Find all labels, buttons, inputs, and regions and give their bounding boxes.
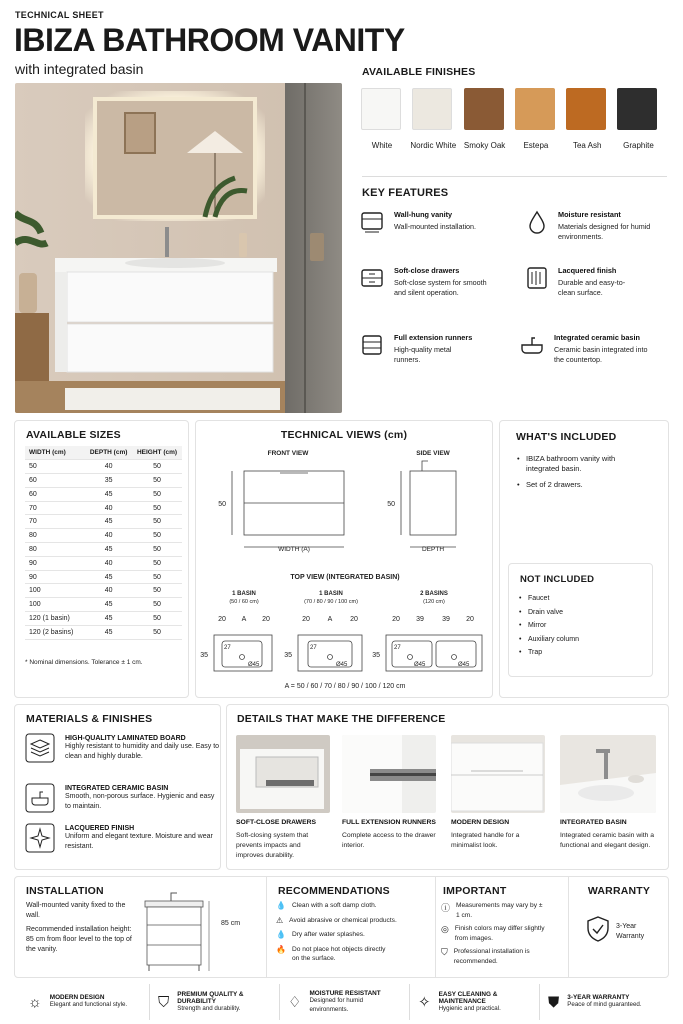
detail-title: SOFT-CLOSE DRAWERS (236, 819, 317, 826)
table-cell: 45 (85, 625, 132, 639)
table-row (25, 598, 182, 612)
table-cell: 50 (132, 598, 182, 612)
important-text: Measurements may vary by ± 1 cm. (456, 902, 543, 919)
info-icon: ⓘ (441, 903, 451, 913)
table-cell: 45 (85, 570, 132, 584)
rec-text: Clean with a soft damp cloth. (291, 902, 377, 909)
table-cell: 50 (132, 556, 182, 570)
drawer-icon (360, 266, 384, 290)
material-title: HIGH-QUALITY LAMINATED BOARD (65, 735, 186, 742)
important-list (441, 901, 565, 966)
swatch (361, 88, 401, 130)
table-cell: 45 (85, 515, 132, 529)
rec-item (276, 930, 426, 940)
dim: 20 (392, 616, 400, 623)
swatch (464, 88, 504, 130)
footer-desc: Elegant and functional style. (49, 1001, 128, 1008)
sparkle-icon: ✧ (418, 994, 431, 1011)
materials-title: MATERIALS & FINISHES (26, 713, 153, 725)
dim: 20 (466, 616, 474, 623)
side-height-label: 50 (387, 501, 395, 508)
table-cell: 80 (25, 543, 85, 557)
detail-photo (451, 735, 545, 813)
finish-label: Tea Ash (572, 141, 602, 150)
detail-basin (560, 735, 656, 851)
table-cell: 45 (85, 598, 132, 612)
swatch (515, 88, 555, 130)
table-cell: 50 (132, 612, 182, 626)
table-cell: 120 (1 basin) (25, 612, 85, 626)
finish-label: Smoky Oak (463, 141, 506, 150)
detail-desc: Complete access to the drawer interior. (342, 832, 436, 849)
footer-badges (14, 984, 669, 1020)
table-row (25, 543, 182, 557)
feature-desc: High-quality metal runners. (394, 345, 452, 365)
feature-desc: Materials designed for humid environments. (558, 222, 651, 242)
table-cell: 60 (25, 474, 85, 488)
dim: 35 (284, 652, 292, 659)
dim: 20 (350, 616, 358, 623)
included-list (517, 454, 637, 495)
dim: Ø45 (248, 662, 260, 668)
table-cell: 60 (25, 487, 85, 501)
dim: 20 (302, 616, 310, 623)
feature-desc: Wall-mounted installation. (394, 222, 477, 231)
shield-check-icon: ⛊ (548, 993, 560, 1011)
table-cell: 100 (25, 598, 85, 612)
feature-desc: Durable and easy-to-clean surface. (558, 278, 626, 298)
sizes-title: AVAILABLE SIZES (26, 429, 121, 441)
recommendations-section (268, 877, 436, 977)
detail-title: MODERN DESIGN (451, 819, 510, 826)
side-view-label: SIDE VIEW (416, 450, 450, 457)
material-title: LACQUERED FINISH (65, 825, 135, 832)
feature-runners (360, 333, 520, 366)
important-text: Professional installation is recommended. (453, 948, 530, 965)
shield-check-icon (586, 915, 610, 943)
table-cell: 50 (132, 460, 182, 474)
basin-sizes: (50 / 60 cm) (229, 599, 259, 605)
table-row (25, 584, 182, 598)
detail-title: INTEGRATED BASIN (560, 819, 627, 826)
rec-item (276, 901, 426, 911)
front-height-label: 50 (218, 501, 226, 508)
footer-desc: Designed for humid environments. (309, 996, 364, 1013)
footer-item (14, 984, 149, 1020)
lacquer-icon (526, 266, 548, 290)
material-desc: Smooth, non-porous surface. Hygienic and easy to maintain. (65, 793, 215, 811)
table-cell: 40 (85, 460, 132, 474)
table-cell: 120 (2 basins) (25, 625, 85, 639)
table-cell: 45 (85, 612, 132, 626)
tech-footnote: A = 50 / 60 / 70 / 80 / 90 / 100 / 120 cm (284, 683, 406, 690)
table-cell: 45 (85, 487, 132, 501)
sizes-table (25, 446, 182, 640)
feature-title: Full extension runners (394, 333, 473, 342)
basin-icon (25, 783, 55, 813)
warranty-section (570, 877, 668, 977)
feature-title: Integrated ceramic basin (554, 333, 640, 342)
material-title: INTEGRATED CERAMIC BASIN (65, 785, 169, 792)
dim: 35 (200, 652, 208, 659)
table-cell: 90 (25, 570, 85, 584)
table-cell: 50 (132, 474, 182, 488)
dim: A (241, 616, 247, 623)
sparkle-icon (25, 823, 55, 853)
top-view-label: TOP VIEW (INTEGRATED BASIN) (290, 574, 400, 581)
rec-text: Dry after water splashes. (291, 931, 365, 939)
hero-photo (15, 83, 342, 413)
basin-sizes: (120 cm) (423, 599, 445, 605)
table-cell: 50 (132, 501, 182, 515)
footer-title: MOISTURE RESISTANT (309, 989, 381, 997)
side-body (410, 471, 456, 535)
runners-icon (360, 333, 384, 357)
basin-name: 2 BASINS (420, 591, 448, 597)
table-cell: 40 (85, 529, 132, 543)
detail-modern (451, 735, 545, 851)
rec-text: Do not place hot objects directly on the surface. (291, 945, 386, 963)
table-row (25, 570, 182, 584)
table-row (25, 501, 182, 515)
finish-swatches (356, 88, 664, 151)
finish-label: White (371, 141, 393, 150)
details-title: DETAILS THAT MAKE THE DIFFERENCE (237, 713, 446, 725)
dim: 27 (310, 645, 317, 651)
finish-smoky-oak[interactable] (459, 88, 510, 151)
palette-icon: ◎ (441, 924, 449, 935)
basin-1 (200, 591, 272, 671)
table-cell: 70 (25, 501, 85, 515)
table-row (25, 625, 182, 639)
drop-icon: ♢ (288, 994, 302, 1011)
warning-icon: ⚠ (276, 915, 284, 925)
table-cell: 35 (85, 474, 132, 488)
sizes-card (14, 420, 189, 698)
dim: 20 (262, 616, 270, 623)
installation-p1: Wall-mounted vanity fixed to the wall. (26, 902, 126, 920)
table-cell: 40 (85, 501, 132, 515)
list-item: • Trap (519, 648, 579, 657)
footer-item (409, 984, 539, 1020)
table-cell: 90 (25, 556, 85, 570)
finish-label: Estepa (523, 141, 549, 150)
included-card (499, 420, 669, 698)
dim: 39 (442, 616, 450, 623)
sun-icon: ☼ (28, 993, 42, 1011)
finish-estepa[interactable] (510, 88, 561, 151)
material-desc: Highly resistant to humidity and daily use. Easy to clean and highly durable. (65, 743, 220, 761)
feature-soft-close (360, 266, 520, 299)
finish-nordic-white[interactable] (407, 88, 458, 151)
footer-desc: Peace of mind guaranteed. (567, 1001, 642, 1008)
sizes-note: * Nominal dimensions. Tolerance ± 1 cm. (25, 659, 143, 666)
feature-title: Lacquered finish (558, 266, 617, 275)
important-item (441, 901, 565, 920)
product-subtitle: with integrated basin (15, 61, 144, 77)
flame-icon: 🔥 (276, 944, 286, 954)
table-cell: 50 (132, 515, 182, 529)
basin-name: 1 BASIN (232, 591, 256, 597)
list-item: • Auxiliary column (519, 635, 579, 644)
table-cell: 45 (85, 543, 132, 557)
table-cell: 50 (132, 529, 182, 543)
product-title: IBIZA BATHROOM VANITY (14, 22, 405, 58)
table-cell: 100 (25, 584, 85, 598)
list-item: • Mirror (519, 621, 579, 630)
dim: Ø45 (458, 662, 470, 668)
divider (362, 176, 667, 177)
layers-icon (25, 733, 55, 763)
list-item: • Drain valve (519, 608, 579, 617)
list-item: • IBIZA bathroom vanity with integrated basin. (517, 454, 637, 474)
tech-title: TECHNICAL VIEWS (cm) (280, 429, 408, 441)
tech-views-card (195, 420, 493, 698)
drop-icon: 💧 (276, 930, 286, 940)
dim: Ø45 (414, 662, 426, 668)
finish-label: Graphite (623, 141, 654, 150)
col-width: WIDTH (cm) (25, 446, 85, 460)
finish-tea-ash[interactable] (561, 88, 612, 151)
feature-title: Wall-hung vanity (394, 210, 453, 219)
table-cell: 40 (85, 584, 132, 598)
basin-name: 1 BASIN (319, 591, 343, 597)
shield-icon: ⛉ (441, 947, 448, 958)
installation-p2: Recommended installation height: 85 cm from floor level to the top of the vanity. (26, 926, 132, 954)
feature-basin (520, 333, 670, 366)
table-cell: 50 (132, 570, 182, 584)
footer-title: EASY CLEANING & MAINTENANCE (438, 990, 498, 1005)
finish-white[interactable] (356, 88, 407, 151)
drop-icon: 💧 (276, 901, 286, 910)
tech-drawing (196, 421, 494, 691)
installation-section (15, 877, 267, 977)
table-cell: 50 (132, 625, 182, 639)
dim: Ø45 (336, 662, 348, 668)
important-title: IMPORTANT (443, 885, 507, 897)
feature-title: Moisture resistant (558, 210, 621, 219)
table-row (25, 460, 182, 474)
feature-desc: Soft-close system for smooth and silent operation. (394, 278, 487, 298)
finish-label: Nordic White (410, 141, 457, 150)
included-title: WHAT'S INCLUDED (516, 431, 617, 443)
dim: 27 (224, 645, 231, 651)
feature-wall-hung (360, 210, 520, 234)
table-row (25, 556, 182, 570)
details-card (226, 704, 669, 870)
footer-item (149, 984, 279, 1020)
table-cell: 50 (25, 460, 85, 474)
materials-card (14, 704, 221, 870)
front-view-label: FRONT VIEW (267, 450, 309, 457)
width-label: WIDTH (A) (278, 546, 310, 553)
list-item: • Set of 2 drawers. (517, 480, 637, 490)
footer-title: 3-YEAR WARRANTY (567, 994, 630, 1001)
basin-2 (284, 591, 362, 671)
basin-3 (372, 591, 482, 671)
detail-desc: Integrated ceramic basin with a functional and elegant design. (560, 832, 655, 849)
swatch (566, 88, 606, 130)
installation-diagram (143, 891, 213, 973)
table-row (25, 487, 182, 501)
important-section (437, 877, 569, 977)
shield-icon: ⛉ (158, 993, 170, 1011)
footer-desc: Hygienic and practical. (438, 1004, 501, 1012)
footer-item (279, 984, 409, 1020)
feature-desc: Ceramic basin integrated into the countertop. (554, 345, 648, 365)
finish-graphite[interactable] (612, 88, 663, 151)
material-desc: Uniform and elegant texture. Moisture and wear resistant. (65, 833, 213, 851)
wall-hung-icon (360, 210, 384, 234)
not-included-card (508, 563, 653, 677)
rec-list (276, 901, 426, 964)
rec-item (276, 945, 426, 964)
water-drop-icon (526, 210, 548, 234)
important-item (441, 924, 565, 943)
swatch (412, 88, 452, 130)
installation-height: 85 cm (221, 920, 241, 927)
not-included-title: NOT INCLUDED (520, 574, 595, 585)
depth-label: DEPTH (421, 546, 445, 553)
detail-photo (236, 735, 330, 813)
footer-item (539, 984, 669, 1020)
list-item: • Faucet (519, 594, 579, 603)
table-cell: 50 (132, 543, 182, 557)
col-depth: DEPTH (cm) (85, 446, 132, 460)
footer-title: PREMIUM QUALITY & DURABILITY (177, 990, 244, 1005)
table-row (25, 515, 182, 529)
table-row (25, 612, 182, 626)
table-cell: 40 (85, 556, 132, 570)
feature-moisture (526, 210, 666, 243)
basin-icon (520, 333, 544, 357)
warranty-text: 3-Year Warranty (616, 923, 645, 941)
recommendations-title: RECOMMENDATIONS (278, 885, 390, 897)
dim: 27 (394, 645, 401, 651)
rec-text: Avoid abrasive or chemical products. (289, 916, 397, 924)
detail-desc: Integrated handle for a minimalist look. (451, 832, 520, 849)
warranty-title: WARRANTY (587, 885, 651, 897)
doc-kicker: TECHNICAL SHEET (15, 10, 104, 20)
features-title: KEY FEATURES (362, 187, 449, 199)
table-cell: 80 (25, 529, 85, 543)
feature-title: Soft-close drawers (394, 266, 460, 275)
dim: 35 (372, 652, 380, 659)
footer-title: MODERN DESIGN (49, 994, 105, 1001)
footer-desc: Strength and durability. (177, 1004, 241, 1012)
table-cell: 50 (132, 584, 182, 598)
detail-title: FULL EXTENSION RUNNERS (342, 819, 436, 826)
detail-soft-close (236, 735, 330, 861)
dim: 39 (416, 616, 424, 623)
not-included-list (519, 594, 579, 662)
detail-photo (342, 735, 436, 813)
detail-runners (342, 735, 436, 851)
table-row (25, 529, 182, 543)
swatch (617, 88, 657, 130)
dim: A (327, 616, 333, 623)
detail-photo (560, 735, 656, 813)
important-text: Finish colors may differ slightly from images. (454, 925, 545, 942)
basin-sizes: (70 / 80 / 90 / 100 cm) (304, 599, 358, 605)
important-item (441, 947, 565, 966)
bottom-info-card (14, 876, 669, 978)
table-row (25, 474, 182, 488)
rec-item (276, 916, 426, 926)
feature-lacquered (526, 266, 666, 299)
dim: 20 (218, 616, 226, 623)
installation-title: INSTALLATION (26, 885, 104, 897)
table-cell: 50 (132, 487, 182, 501)
finishes-title: AVAILABLE FINISHES (362, 66, 476, 78)
col-height: HEIGHT (cm) (132, 446, 182, 460)
table-cell: 70 (25, 515, 85, 529)
detail-desc: Soft-closing system that prevents impacts and improves durability. (236, 832, 309, 859)
